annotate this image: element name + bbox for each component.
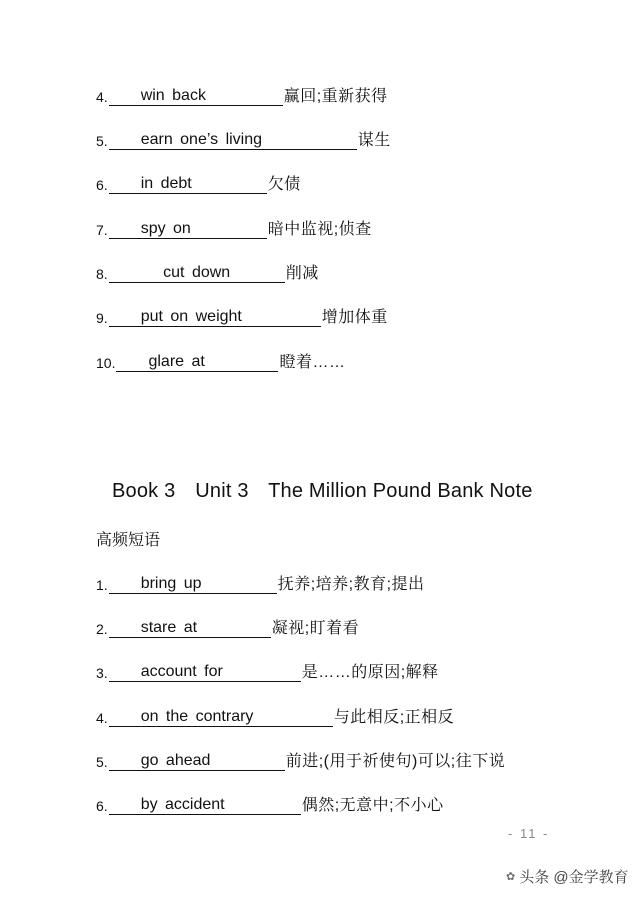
phrase-meaning: 是……的原因;解释 <box>301 664 439 681</box>
section-title <box>112 480 547 503</box>
phrase-meaning: 暗中监视;侦查 <box>267 221 372 238</box>
phrase-answer: glare at <box>116 353 278 372</box>
phrase-meaning: 前进;(用于祈使句)可以;往下说 <box>285 753 506 770</box>
item-number: 8. <box>96 266 108 282</box>
phrase-meaning: 赢回;重新获得 <box>283 88 388 105</box>
item-number: 4. <box>96 710 108 726</box>
item-number: 9. <box>96 310 108 326</box>
phrase-meaning: 谋生 <box>357 132 391 149</box>
title-unit: Unit 3 <box>195 480 249 502</box>
phrase-answer: by accident <box>109 796 301 815</box>
list-item <box>96 303 388 327</box>
page-number: - 11 - <box>508 826 550 841</box>
list-item <box>96 747 505 771</box>
list-item <box>96 791 444 815</box>
item-number: 6. <box>96 798 108 814</box>
list-item <box>96 614 359 638</box>
item-number: 2. <box>96 621 108 637</box>
phrase-answer: in debt <box>109 175 267 194</box>
title-book: Book 3 <box>112 480 176 502</box>
phrase-answer: cut down <box>109 264 285 283</box>
item-number: 6. <box>96 177 108 193</box>
title-name: The Million Pound Bank Note <box>268 480 533 502</box>
phrase-meaning: 与此相反;正相反 <box>333 709 455 726</box>
phrase-meaning: 抚养;培养;教育;提出 <box>277 576 425 593</box>
phrase-answer: bring up <box>109 575 277 594</box>
phrase-answer: stare at <box>109 619 271 638</box>
watermark <box>506 866 629 887</box>
item-number: 10. <box>96 355 116 371</box>
item-number: 4. <box>96 89 108 105</box>
section-subtitle: 高频短语 <box>96 532 161 549</box>
phrase-answer: on the contrary <box>109 708 333 727</box>
phrase-answer: put on weight <box>109 308 321 327</box>
phrase-meaning: 增加体重 <box>321 309 388 326</box>
phrase-answer: win back <box>109 87 283 106</box>
list-item <box>96 658 439 682</box>
item-number: 7. <box>96 222 108 238</box>
phrase-answer: spy on <box>109 220 267 239</box>
list-item <box>96 126 391 150</box>
watermark-text: 头条 @金学教育 <box>519 869 629 886</box>
list-item <box>96 170 301 194</box>
item-number: 1. <box>96 577 108 593</box>
phrase-meaning: 偶然;无意中;不小心 <box>301 797 444 814</box>
phrase-answer: account for <box>109 663 301 682</box>
list-item <box>96 259 319 283</box>
item-number: 5. <box>96 133 108 149</box>
phrase-meaning: 欠债 <box>267 176 301 193</box>
list-item <box>96 82 388 106</box>
list-item <box>96 703 454 727</box>
flower-icon: ✿ <box>506 871 516 883</box>
item-number: 5. <box>96 754 108 770</box>
phrase-answer: earn one’s living <box>109 131 357 150</box>
phrase-meaning: 凝视;盯着看 <box>271 620 360 637</box>
phrase-answer: go ahead <box>109 752 285 771</box>
list-item <box>96 570 425 594</box>
phrase-meaning: 瞪着…… <box>279 354 346 371</box>
item-number: 3. <box>96 665 108 681</box>
phrase-meaning: 削减 <box>285 265 319 282</box>
list-item <box>96 348 345 372</box>
list-item <box>96 215 372 239</box>
